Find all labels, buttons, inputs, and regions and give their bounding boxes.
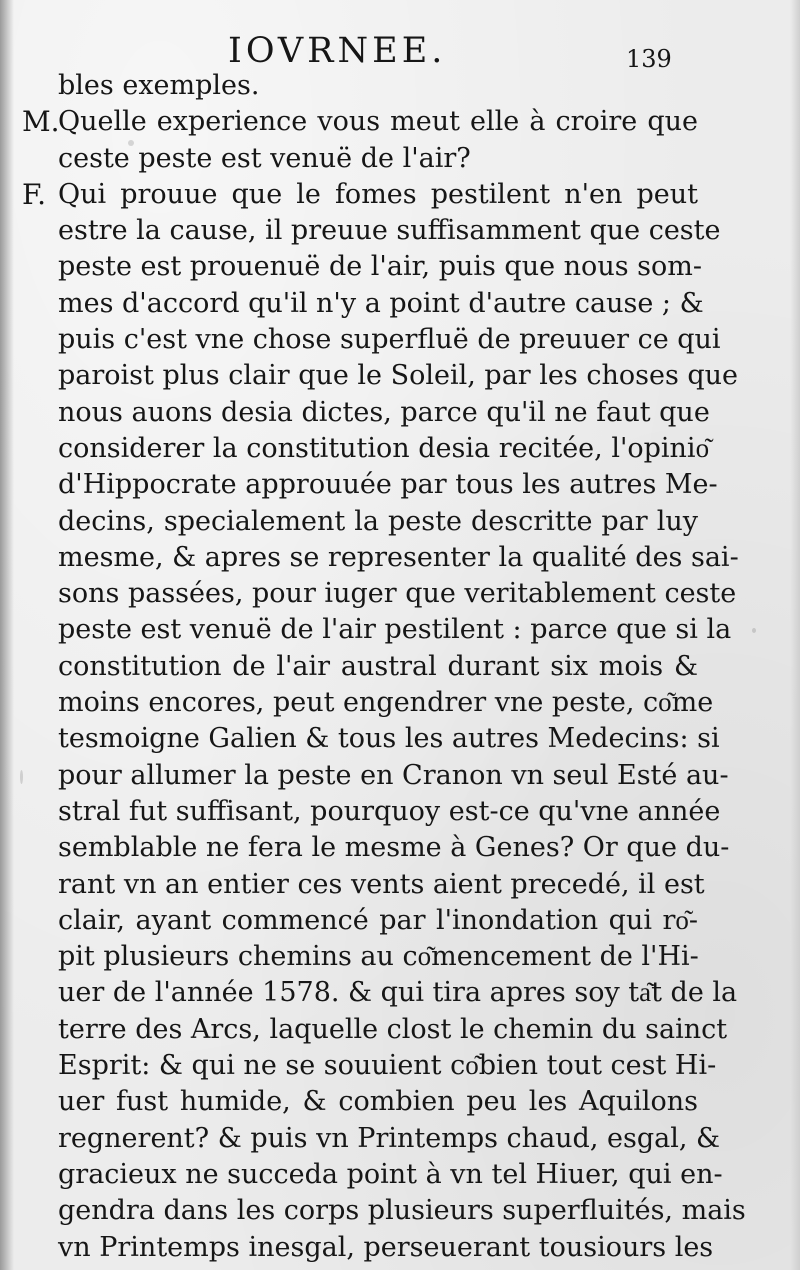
line-text: ceste peste est venuë de l'air? — [58, 142, 471, 174]
line-text: Qui prouue que le fomes pestilent n'en peut — [58, 178, 698, 210]
line-text: d'Hippocrate approuuée par tous les autres Me- — [58, 469, 718, 501]
text-line — [0, 286, 800, 322]
text-line — [0, 903, 800, 939]
text-line — [0, 1048, 800, 1084]
line-text: bles exemples. — [58, 70, 260, 101]
text-line — [0, 1121, 800, 1157]
text-line — [0, 467, 800, 503]
line-text: stral fut suffisant, pourquoy est-ce qu'vne année — [58, 795, 721, 827]
text-line — [0, 104, 800, 140]
line-text: nous auons desia dictes, parce qu'il ne faut que — [58, 396, 710, 428]
speaker-marker: F. — [22, 177, 46, 211]
line-text: clair, ayant commencé par l'inondation qui ro͂- — [58, 904, 698, 936]
line-text: uer de l'année 1578. & qui tira apres soy ta͂t de la — [58, 977, 738, 1009]
text-line — [0, 141, 800, 177]
text-line — [0, 213, 800, 249]
line-text: vn Printemps inesgal, perseuerant tousiours les — [58, 1231, 714, 1263]
text-line — [0, 1084, 800, 1120]
line-text: uer fust humide, & combien peu les Aquilons — [58, 1086, 698, 1118]
text-line — [0, 177, 800, 213]
text-line — [0, 649, 800, 685]
text-block — [0, 68, 800, 1266]
text-line — [0, 358, 800, 394]
line-text: Quelle experience vous meut elle à croire que — [58, 106, 698, 138]
line-text: mes d'accord qu'il n'y a point d'autre cause ; & — [58, 287, 704, 319]
line-text: considerer la constitution desia recitée, l'opinio͂ — [58, 432, 710, 464]
text-line — [0, 1012, 800, 1048]
text-line — [0, 1230, 800, 1266]
line-text: pour allumer la peste en Cranon vn seul Esté au- — [58, 759, 729, 791]
line-text: paroist plus clair que le Soleil, par les choses que — [58, 360, 739, 392]
line-text: decins, specialement la peste descritte par luy — [58, 505, 698, 537]
line-text: peste est venuë de l'air pestilent : parce que si la — [58, 614, 732, 646]
text-line — [0, 612, 800, 648]
line-text: rant vn an entier ces vents aient precedé, il est — [58, 868, 705, 900]
line-text: tesmoigne Galien & tous les autres Medecins: si — [58, 723, 720, 755]
line-text: terre des Arcs, laquelle clost le chemin du sainct — [58, 1013, 728, 1045]
running-title: IOVRNEE. — [228, 31, 447, 71]
speaker-marker: M. — [22, 105, 60, 139]
line-text: pit plusieurs chemins au co͂mencement de l'Hi- — [58, 941, 699, 973]
line-text: puis c'est vne chose superfluë de preuuer ce qui — [58, 324, 721, 356]
text-line — [0, 685, 800, 721]
text-line — [0, 504, 800, 540]
line-text: peste est prouenuë de l'air, puis que nous som- — [58, 251, 702, 283]
text-line — [0, 830, 800, 866]
line-text: semblable ne fera le mesme à Genes? Or que du- — [58, 832, 730, 864]
page-number: 139 — [626, 45, 672, 73]
line-text: constitution de l'air austral durant six mois & — [58, 650, 698, 682]
text-line — [0, 867, 800, 903]
line-text: sons passées, pour iuger que veritablement ceste — [58, 578, 737, 610]
text-line — [0, 1157, 800, 1193]
text-line — [0, 249, 800, 285]
line-text: gracieux ne succeda point à vn tel Hiuer, qui en- — [58, 1158, 723, 1190]
text-line — [0, 431, 800, 467]
text-line — [0, 540, 800, 576]
text-line — [0, 395, 800, 431]
text-line — [0, 794, 800, 830]
text-line — [0, 721, 800, 757]
text-line — [0, 576, 800, 612]
line-text: mesme, & apres se representer la qualité des sai- — [58, 541, 739, 573]
text-line — [0, 68, 800, 104]
line-text: gendra dans les corps plusieurs superfluités, mais — [58, 1195, 746, 1227]
line-text: estre la cause, il preuue suffisamment que ceste — [58, 215, 721, 247]
line-text: regnerent? & puis vn Printemps chaud, esgal, & — [58, 1122, 721, 1154]
text-line — [0, 1193, 800, 1229]
text-line — [0, 758, 800, 794]
line-text: moins encores, peut engendrer vne peste, co͂me — [58, 687, 714, 719]
line-text: Esprit: & qui ne se souuient co͂bien tout cest Hi- — [58, 1050, 717, 1082]
text-line — [0, 939, 800, 975]
text-line — [0, 975, 800, 1011]
text-line — [0, 322, 800, 358]
